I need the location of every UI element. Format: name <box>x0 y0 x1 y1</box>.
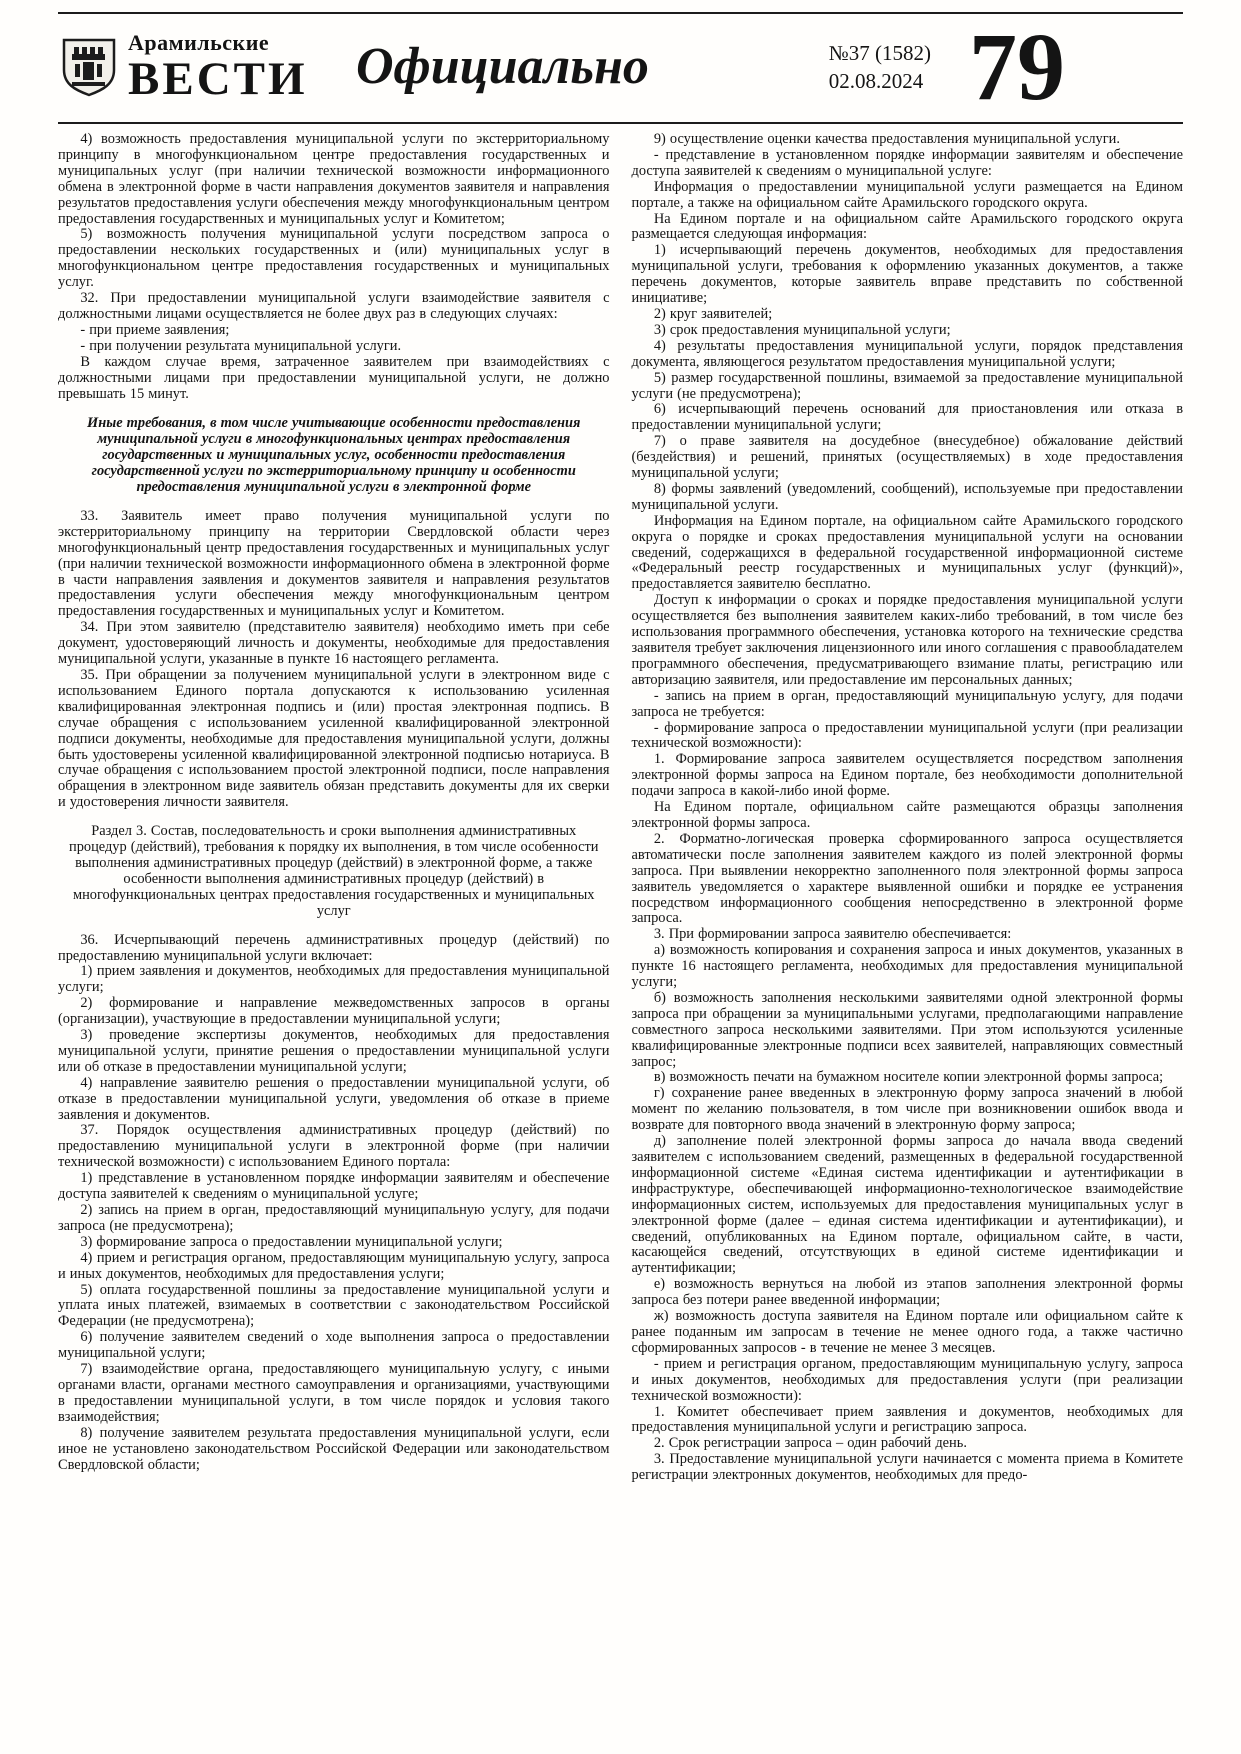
paragraph: 7) взаимодействие органа, предоставляющего муниципальную услугу, с иными органами власти, органами местного самоуправления и организациями, участвующими в предоставлении муниципальной услуги, в том числе порядок и условия такого взаимодействия; <box>58 1361 610 1425</box>
paragraph: 37. Порядок осуществления административных процедур (действий) по предоставлению муниципальной услуги в электронной форме (при наличии технической возможности) с использованием Единого портала: <box>58 1122 610 1171</box>
paragraph: - при приеме заявления; <box>80 321 230 338</box>
section-heading: Иные требования, в том числе учитывающие особенности предоставления муниципальной услуги в многофункциональных центрах предоставления государственных и муниципальных услуг, особенности предоставления государственной услуги по экстерриториальному принципу и особенности предоставления муниципальной услуги в электронной форме <box>87 415 581 496</box>
coat-of-arms-icon <box>60 35 118 99</box>
issue-block <box>829 39 931 96</box>
issue-number: №37 (1582) <box>828 40 931 65</box>
left-column <box>58 132 610 1484</box>
paragraph: 3) проведение экспертизы документов, необходимых для предоставления муниципальной услуги, принятие решения о предоставлении муниципальной услуги или об отказе в предоставлении муниципальной услуги; <box>58 1027 610 1075</box>
paragraph: На Едином портале и на официальном сайте Арамильского городского округа размещается следующая информация: <box>631 210 1183 243</box>
paragraph: 4) возможность предоставления муниципальной услуги по экстерриториальному принципу в многофункциональном центре предоставления государственных и муниципальных услуг (при наличии технической возможности информационного обмена в электронной форме в части направления документов заявителя и направления результатов предоставления услуги обеспечения между многофункциональным центром предоставления государственных и муниципальных услуг и Комитетом; <box>58 131 610 227</box>
issue-date: 02.08.2024 <box>828 69 924 93</box>
paragraph: б) возможность заполнения несколькими заявителями одной электронной формы запроса при обращении за муниципальными услугами, предполагающими направление совместного запроса несколькими заявителями. При этом используются усиленные квалифицированные электронные подписи всех заявителей, направляющих совместный запрос; <box>631 989 1183 1070</box>
paragraph: 36. Исчерпывающий перечень административных процедур (действий) по предоставлению муниципальной услуги включает: <box>58 931 610 964</box>
paragraph: 2. Срок регистрации запроса – один рабочий день. <box>653 1435 967 1452</box>
paragraph: - при получении результата муниципальной услуги. <box>80 337 402 354</box>
paragraph: 5) оплата государственной пошлины за предоставление муниципальной услуги и уплата иных платежей, взимаемых в соответствии с законодательством Российской Федерации (не предусмотрена); <box>58 1281 610 1330</box>
logo-title-bottom: ВЕСТИ <box>128 52 308 105</box>
paragraph: - запись на прием в орган, предоставляющий муниципальную услугу, для подачи запроса не требуется: <box>631 687 1183 720</box>
paragraph: а) возможность копирования и сохранения запроса и иных документов, указанных в пункте 16 настоящего регламента, необходимых для предоставления муниципальной услуги; <box>631 942 1183 991</box>
paragraph: 2. Форматно-логическая проверка сформированного запроса осуществляется автоматически после заполнения заявителем каждого из полей электронной формы запроса. При выявлении некорректно заполненного поля электронной формы запроса заявитель уведомляется о характере выявленной ошибки и порядке ее устранения посредством информационного сообщения непосредственно в электронной форме запроса. <box>631 830 1183 927</box>
paragraph: 5) размер государственной пошлины, взимаемой за предоставление муниципальной услуги (не предусмотрена); <box>631 369 1183 402</box>
paragraph: 2) формирование и направление межведомственных запросов в органы (организации), участвующие в предоставлении муниципальной услуги; <box>58 995 610 1028</box>
logo-title-top: Арамильские <box>128 29 270 55</box>
paragraph: 4) результаты предоставления муниципальной услуги, порядок представления документа, являющегося результатом предоставления муниципальной услуги; <box>631 337 1183 370</box>
article-body <box>58 132 1183 1484</box>
paragraph: 9) осуществление оценки качества предоставления муниципальной услуги. <box>653 131 1120 147</box>
section-title-block: Раздел 3. Состав, последовательность и сроки выполнения административных процедур (действий), требования к порядку их выполнения, в том числе особенности выполнения административных процедур (действий) в электронной форме, а также особенности выполнения административных процедур (действий) в многофункциональных центрах предоставления государственных и муниципальных услуг <box>69 823 599 919</box>
paragraph: ж) возможность доступа заявителя на Едином портале или официальном сайте к ранее поданным им запросам в течение не менее одного года, а также частично сформированных запросов - в течение не менее 3 месяцев. <box>631 1308 1183 1356</box>
paragraph: 8) получение заявителем результата предоставления муниципальной услуги, если иное не установлено законодательством Российской Федерации или законодательством Свердловской области; <box>58 1424 610 1473</box>
paragraph: - прием и регистрация органом, предоставляющим муниципальную услугу, запроса и иных документов, необходимых для предоставления услуги (при реализации технической возможности): <box>631 1355 1183 1404</box>
paragraph: - формирование запроса о предоставлении муниципальной услуги (при реализации технической возможности): <box>631 719 1183 752</box>
paragraph: 1) представление в установленном порядке информации заявителям и обеспечение доступа заявителей к сведениям о муниципальной услуге; <box>58 1170 610 1203</box>
logo-text <box>128 29 308 105</box>
paragraph: 33. Заявитель имеет право получения муниципальной услуги по экстерриториальному принципу на территории Свердловской области через многофункциональный центр предоставления государственных и муниципальных услуг (при наличии технической возможности информационного обмена в электронной форме в части направления заявления и документов заявителя и направления результатов предоставления услуги обеспечения между многофункциональным центром предоставления государственных и муниципальных услуг и Комитетом. <box>58 507 610 620</box>
paragraph: 6) исчерпывающий перечень оснований для приостановления или отказа в предоставлении муниципальной услуги; <box>631 401 1183 434</box>
paragraph: - представление в установленном порядке информации заявителям и обеспечение доступа заявителей к сведениям о муниципальной услуге: <box>631 146 1183 179</box>
paragraph: в) возможность печати на бумажном носителе копии электронной формы запроса; <box>653 1069 1164 1086</box>
paragraph: 4) прием и регистрация органом, предоставляющим муниципальную услугу, запроса и иных документов, необходимых для предоставления услуги; <box>58 1249 610 1282</box>
paragraph: Доступ к информации о сроках и порядке предоставления муниципальной услуги осуществляется без выполнения заявителем каких-либо требований, в том числе без использования программного обеспечения, установка которого на технические средства заявителя требует заключения лицензионного или иного соглашения с правообладателем программного обеспечения, предусматривающего взимание платы, регистрацию или авторизацию заявителя, или предоставление им персональных данных; <box>631 592 1183 688</box>
paragraph: 34. При этом заявителю (представителю заявителя) необходимо иметь при себе документ, удостоверяющий личность и документы, необходимые для предоставления муниципальной услуги, указанные в пункте 16 настоящего регламента. <box>58 619 610 668</box>
paragraph: е) возможность вернуться на любой из этапов заполнения электронной формы запроса без потери ранее введенной информации; <box>631 1276 1183 1309</box>
paragraph: 35. При обращении за получением муниципальной услуги в электронном виде с использованием Единого портала допускаются к использованию усиленная квалифицированная электронная подпись и (или) простая электронная подпись. В случае обращения с использованием усиленной квалифицированной электронной подписи документы, необходимые для предоставления муниципальной услуги, должны быть удостоверены усиленной квалифицированной электронной подписью нотариуса. В случае обращения с использованием простой электронной подписи, после направления обращения в электронном виде заявитель обязан представить документы для их сверки и удостоверения личности заявителя. <box>58 667 610 811</box>
paragraph: Информация о предоставлении муниципальной услуги размещается на Едином портале, а также на официальном сайте Арамильского городского округа. <box>631 178 1183 211</box>
paragraph: 3. При формировании запроса заявителю обеспечивается: <box>653 926 1012 943</box>
paragraph: 1) исчерпывающий перечень документов, необходимых для предоставления муниципальной услуги, требования к оформлению указанных документов, а также перечень документов, которые заявитель вправе представить по собственной инициативе; <box>631 242 1183 307</box>
paragraph: 2) круг заявителей; <box>653 305 773 322</box>
paragraph: 1. Комитет обеспечивает прием заявления и документов, необходимых для предоставления муниципальной услуги и регистрацию запроса. <box>631 1403 1183 1436</box>
paragraph: 4) направление заявителю решения о предоставлении муниципальной услуги, об отказе в предоставлении муниципальной услуги, уведомления об отказе в приеме заявления и документов. <box>58 1074 610 1123</box>
paragraph: В каждом случае время, затраченное заявителем при взаимодействиях с должностными лицами при предоставлении муниципальной услуги, не должно превышать 15 минут. <box>58 353 610 402</box>
paragraph: г) сохранение ранее введенных в электронную форму запроса значений в любой момент по желанию пользователя, в том числе при возникновении ошибок ввода и возврате для повторного ввода значений в электронную форму запроса; <box>631 1085 1183 1134</box>
paragraph: 2) запись на прием в орган, предоставляющий муниципальную услугу, для подачи запроса (не предусмотрена); <box>58 1202 610 1234</box>
newspaper-logo <box>60 29 308 105</box>
paragraph: 7) о праве заявителя на досудебное (внесудебное) обжалование действий (бездействия) и решений, принятых (осуществляемых) в ходе предоставления муниципальной услуги; <box>631 433 1183 482</box>
section-title: Официально <box>356 38 649 95</box>
paragraph: 3) срок предоставления муниципальной услуги; <box>653 321 951 338</box>
paragraph: На Едином портале, официальном сайте размещаются образцы заполнения электронной формы запроса. <box>631 799 1183 831</box>
paragraph: д) заполнение полей электронной формы запроса до начала ввода сведений заявителем с использованием сведений, размещенных в федеральной государственной информационной системе «Единая система идентификации и аутентификации в инфраструктуре, обеспечивающей информационно-технологическое взаимодействие информационных систем, используемых для предоставления муниципальных услуг в электронной форме (далее – единая система идентификации и аутентификации), и сведений, опубликованных на Едином портале, официальном сайте, в части, касающейся сведений, отсутствующих в единой системе идентификации и аутентификации; <box>631 1133 1183 1277</box>
paragraph: 1. Формирование запроса заявителем осуществляется посредством заполнения электронной формы запроса на Едином портале, без необходимости дополнительной подачи запроса в какой-либо иной форме. <box>631 751 1183 800</box>
page-number: 79 <box>969 12 1065 120</box>
paragraph: 3. Предоставление муниципальной услуги начинается с момента приема в Комитете регистрации электронных документов, необходимых для предо- <box>631 1451 1183 1484</box>
page-header <box>58 12 1183 124</box>
paragraph: 6) получение заявителем сведений о ходе выполнения запроса о предоставлении муниципальной услуги; <box>58 1329 610 1362</box>
right-column <box>632 132 1184 1484</box>
paragraph: 32. При предоставлении муниципальной услуги взаимодействие заявителя с должностными лицами осуществляется не более двух раз в следующих случаях: <box>58 290 610 322</box>
paragraph: Информация на Едином портале, на официальном сайте Арамильского городского округа о порядке и сроках предоставления муниципальной услуги на основании сведений, содержащихся в федеральной государственной информационной системе «Федеральный реестр государственных и муниципальных услуг (функций)», предоставляется заявителю бесплатно. <box>631 512 1183 593</box>
paragraph: 1) прием заявления и документов, необходимых для предоставления муниципальной услуги; <box>58 963 610 996</box>
paragraph: 3) формирование запроса о предоставлении муниципальной услуги; <box>80 1233 503 1250</box>
paragraph: 5) возможность получения муниципальной услуги посредством запроса о предоставлении нескольких государственных и (или) муниципальных услуг в многофункциональном центре предоставления государственных и муниципальных услуг. <box>58 226 610 291</box>
paragraph: 8) формы заявлений (уведомлений, сообщений), используемые при предоставлении муниципальной услуги. <box>631 480 1183 513</box>
